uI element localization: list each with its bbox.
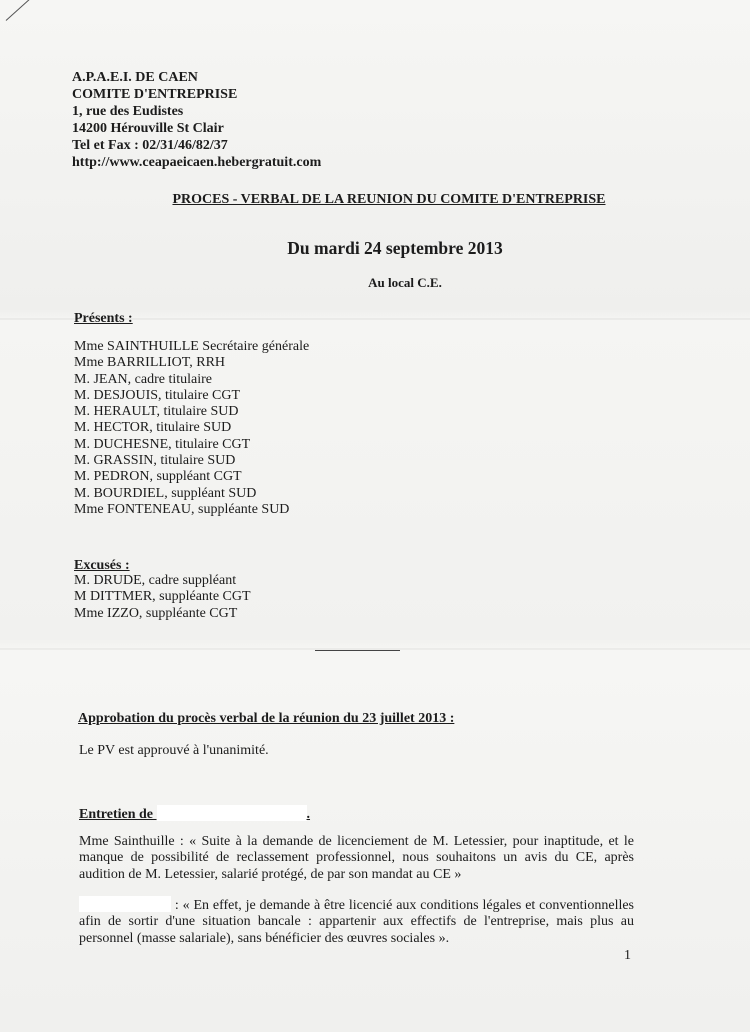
list-item: M. JEAN, cadre titulaire [74,371,213,387]
phone-fax: Tel et Fax : 02/31/46/82/37 [72,138,228,153]
list-item: M. HERAULT, titulaire SUD [74,404,239,420]
presents-heading: Présents : [74,311,133,326]
list-item: M. DRUDE, cadre suppléant [74,573,237,588]
redaction-box [79,896,171,912]
meeting-location: Au local C.E. [368,275,442,290]
list-item: M. DUCHESNE, titulaire CGT [74,436,251,452]
excuses-heading: Excusés : [74,558,130,573]
city-address: 14200 Hérouville St Clair [72,121,224,136]
list-item: M. GRASSIN, titulaire SUD [74,453,236,469]
list-item: Mme FONTENEAU, suppléante SUD [74,501,290,517]
list-item: M. DESJOUIS, titulaire CGT [74,387,241,403]
list-item: M. BOURDIEL, suppléant SUD [74,485,257,501]
separator-line [315,650,400,651]
excuses-list [74,573,251,622]
page-number: 1 [624,948,631,963]
presents-list [74,339,309,518]
statement-paragraph-2: : « En effet, je demande à être licencié aux conditions légales et conventionnelles afin de sortir d'une situation bancale : appartenir aux effectifs de l'entreprise, mais plus au personnel (masse salariale), sans bénéficier des œuvres sociales ». [79,898,635,946]
approval-heading: Approbation du procès verbal de la réunion du 23 juillet 2013 : [78,711,455,726]
document-title: PROCES - VERBAL DE LA REUNION DU COMITE D'ENTREPRISE [172,192,606,207]
list-item: M. HECTOR, titulaire SUD [74,420,232,436]
statement-paragraph: Mme Sainthuille : « Suite à la demande de licenciement de M. Letessier, pour inaptitude, et le manque de possibilité de reclassement professionnel, nous souhaitons un avis du CE, après audition de M. Letessier, salarié protégé, de par son mandat au CE » [79,834,634,882]
street-address: 1, rue des Eudistes [72,104,184,119]
organization-name: A.P.A.E.I. DE CAEN [72,70,198,85]
list-item: Mme BARRILLIOT, RRH [74,355,226,371]
list-item: Mme IZZO, suppléante CGT [74,605,238,621]
approval-text: Le PV est approuvé à l'unanimité. [79,743,269,758]
website: http://www.ceapaeicaen.hebergratuit.com [72,155,322,170]
meeting-date: Du mardi 24 septembre 2013 [287,238,503,258]
list-item: Mme SAINTHUILLE Secrétaire générale [74,339,310,354]
list-item: M DITTMER, suppléante CGT [74,589,251,605]
organization-header [72,69,321,171]
committee-name: COMITE D'ENTREPRISE [72,87,238,102]
interview-heading: Entretien de . [79,807,311,822]
redaction-box [157,805,307,821]
list-item: M. PEDRON, suppléant CGT [74,469,242,485]
pen-mark [6,0,36,21]
